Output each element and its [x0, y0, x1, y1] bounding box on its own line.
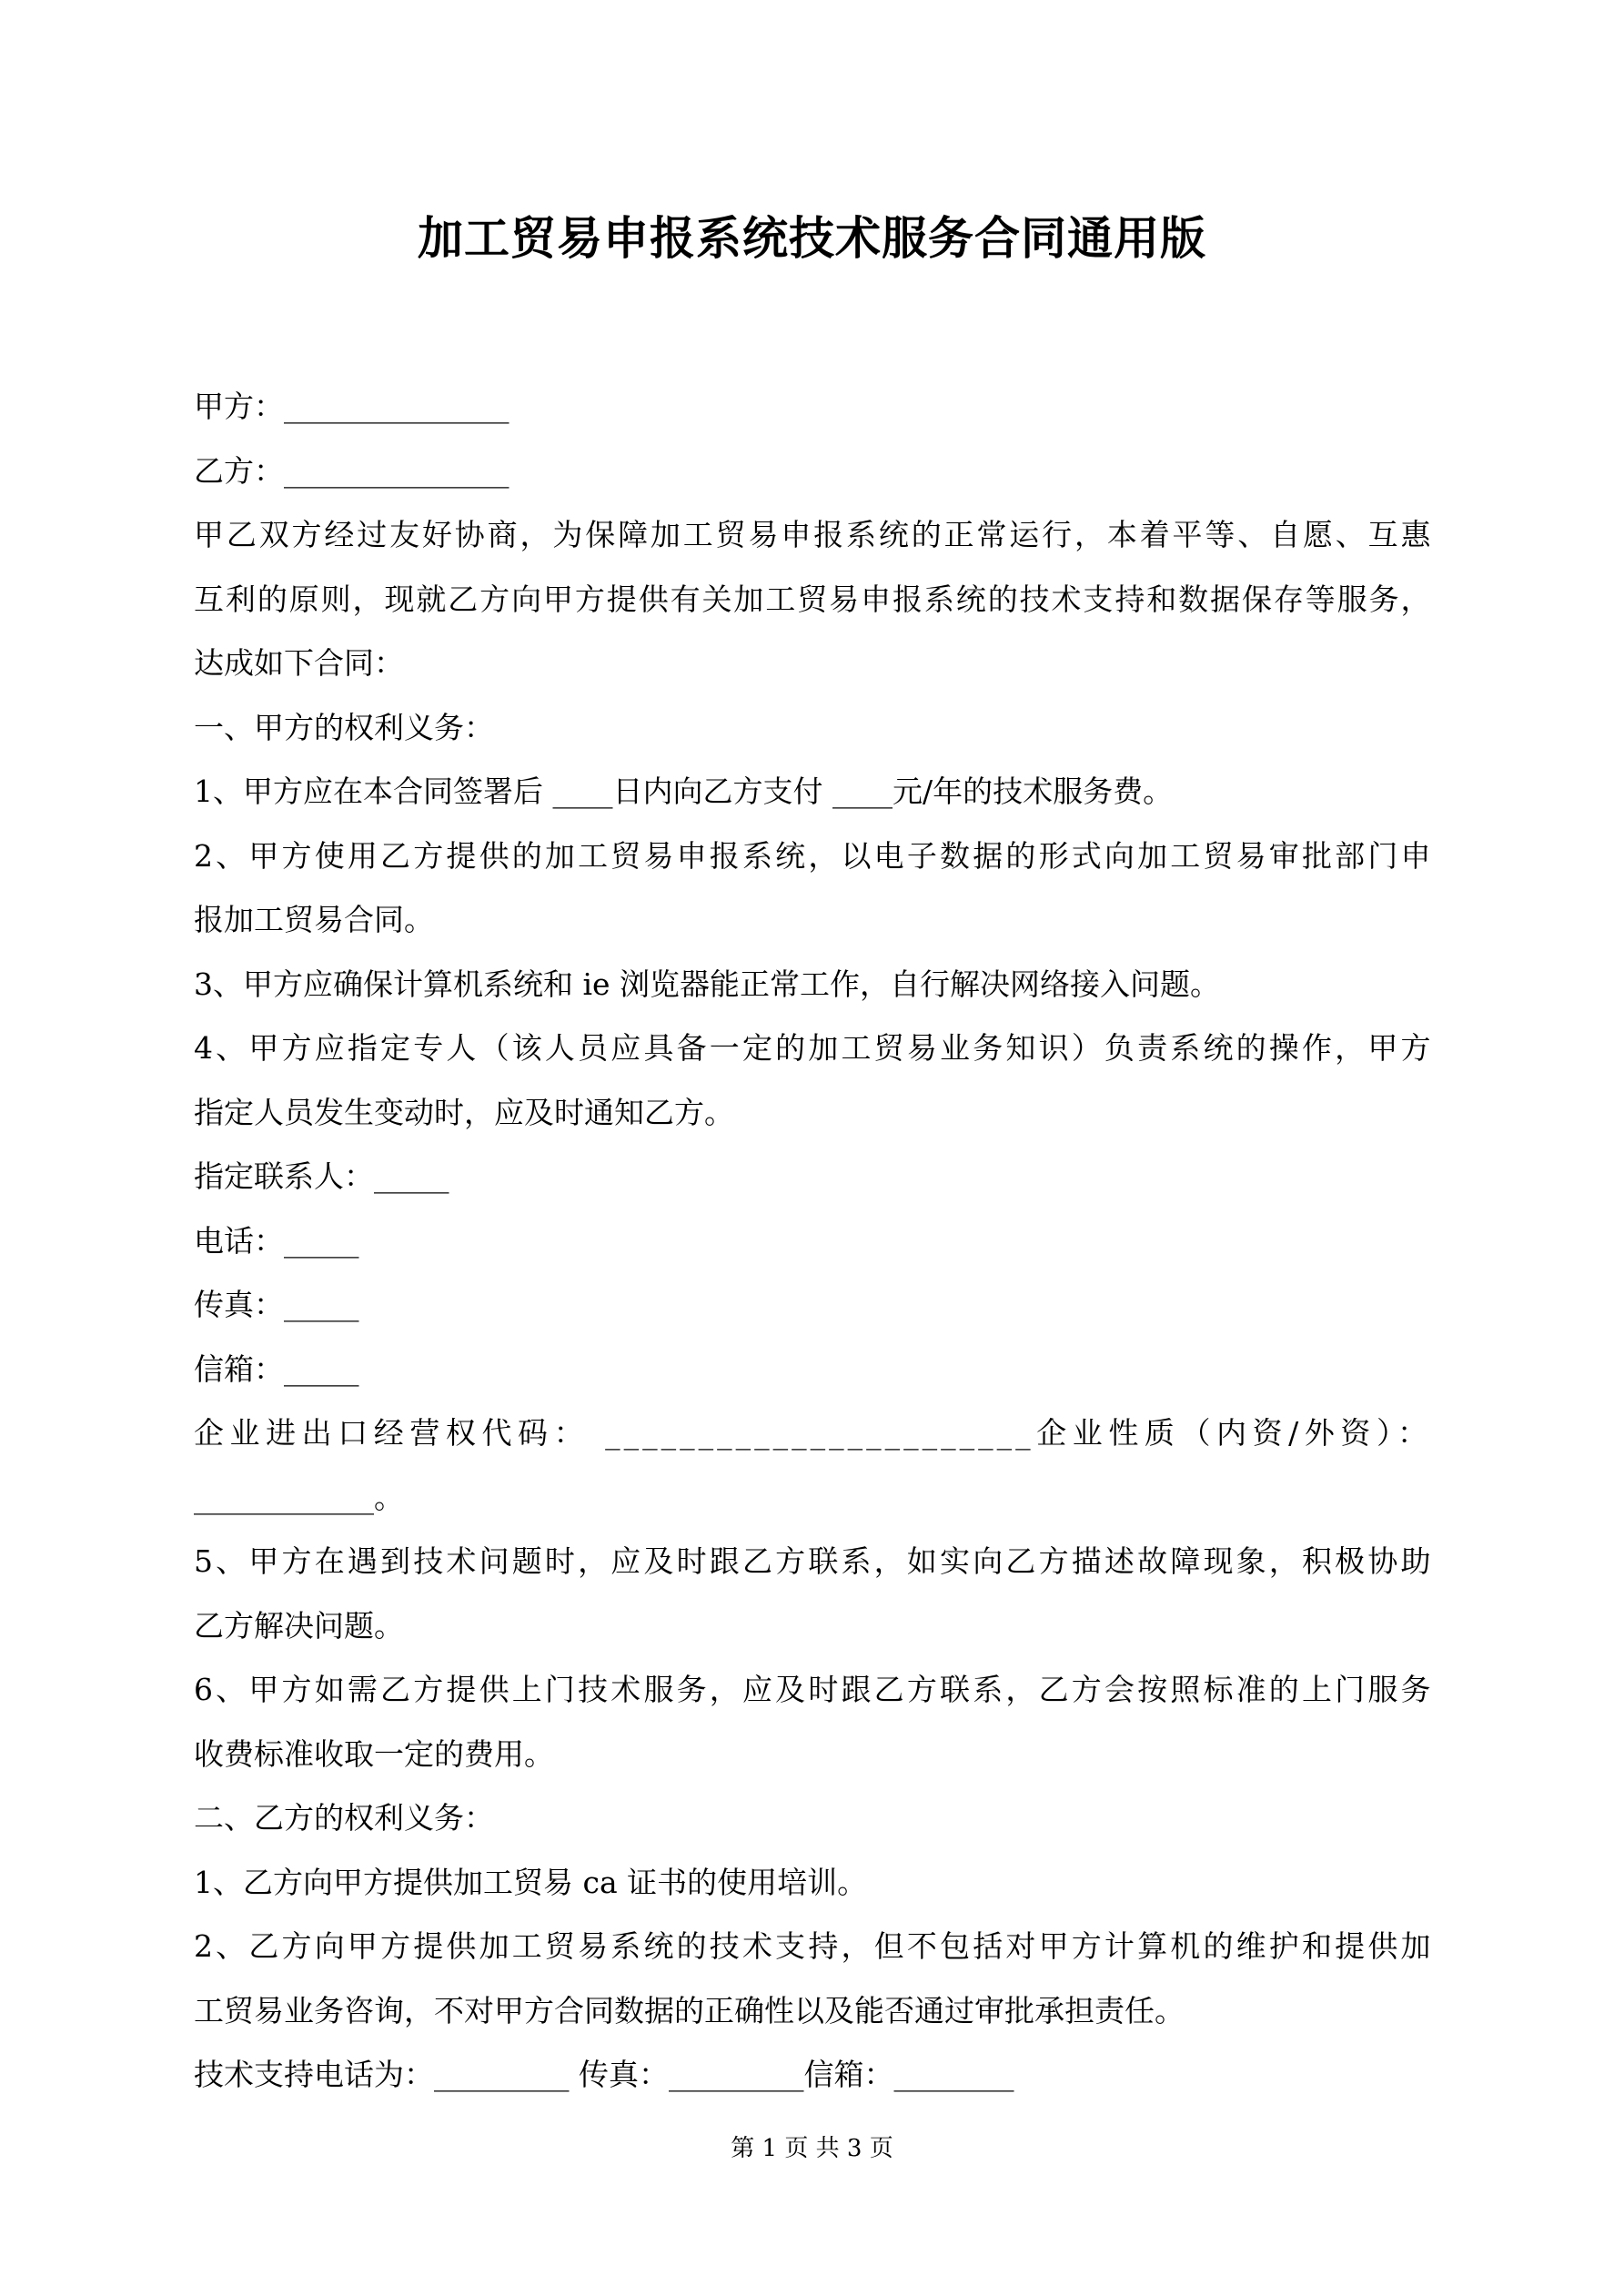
fax-line: 传真：_____: [194, 1287, 359, 1322]
enterprise-code-line: ____________。: [194, 1479, 404, 1515]
clause-line: 工贸易业务咨询，不对甲方合同数据的正确性以及能否通过审批承担责任。: [194, 1992, 1185, 2028]
page-footer: 第 1 页 共 3 页: [731, 2135, 893, 2162]
clause-line: 5、甲方在遇到技术问题时，应及时跟乙方联系，如实向乙方描述故障现象，积极协助: [194, 1543, 1431, 1579]
clause-line: 1、乙方向甲方提供加工贸易 ca 证书的使用培训。: [194, 1864, 868, 1900]
preamble-line: 达成如下合同：: [194, 645, 404, 681]
enterprise-code-line: 企业进出口经营权代码： _______________________企业性质（内资/外资）：: [194, 1415, 1431, 1451]
section-heading-party-a: 一、甲方的权利义务：: [194, 709, 494, 745]
email-line: 信箱：_____: [194, 1350, 359, 1387]
party-a-line: 甲方：_______________: [194, 389, 509, 424]
document-title: 加工贸易申报系统技术服务合同通用版: [418, 211, 1206, 265]
clause-line: 4、甲方应指定专人（该人员应具备一定的加工贸易业务知识）负责系统的操作，甲方: [194, 1030, 1431, 1066]
party-b-line: 乙方：_______________: [194, 452, 509, 489]
clause-line: 6、甲方如需乙方提供上门技术服务，应及时跟乙方联系，乙方会按照标准的上门服务: [194, 1672, 1431, 1707]
clause-line: 乙方解决问题。: [194, 1607, 404, 1644]
clause-line: 2、甲方使用乙方提供的加工贸易申报系统，以电子数据的形式向加工贸易审批部门申: [194, 837, 1431, 874]
tech-support-contact-line: 技术支持电话为：_________ 传真：_________信箱：________: [194, 2057, 1014, 2092]
clause-line: 1、甲方应在本合同签署后 ____日内向乙方支付 ____元/年的技术服务费。: [194, 774, 1174, 809]
preamble-line: 甲乙双方经过友好协商，为保障加工贸易申报系统的正常运行，本着平等、自愿、互惠: [194, 517, 1431, 552]
clause-line: 收费标准收取一定的费用。: [194, 1735, 554, 1772]
document-body: [194, 375, 1431, 2108]
phone-line: 电话：_____: [194, 1222, 359, 1259]
clause-line: 报加工贸易合同。: [194, 902, 434, 937]
preamble-line: 互利的原则，现就乙方向甲方提供有关加工贸易申报系统的技术支持和数据保存等服务，: [194, 581, 1431, 617]
clause-line: 3、甲方应确保计算机系统和 ie 浏览器能正常工作，自行解决网络接入问题。: [194, 966, 1221, 1002]
clause-line: 指定人员发生变动时，应及时通知乙方。: [194, 1094, 734, 1130]
section-heading-party-b: 二、乙方的权利义务：: [194, 1800, 494, 1836]
contact-person-line: 指定联系人：_____: [194, 1158, 449, 1194]
clause-line: 2、乙方向甲方提供加工贸易系统的技术支持，但不包括对甲方计算机的维护和提供加: [194, 1928, 1431, 1964]
